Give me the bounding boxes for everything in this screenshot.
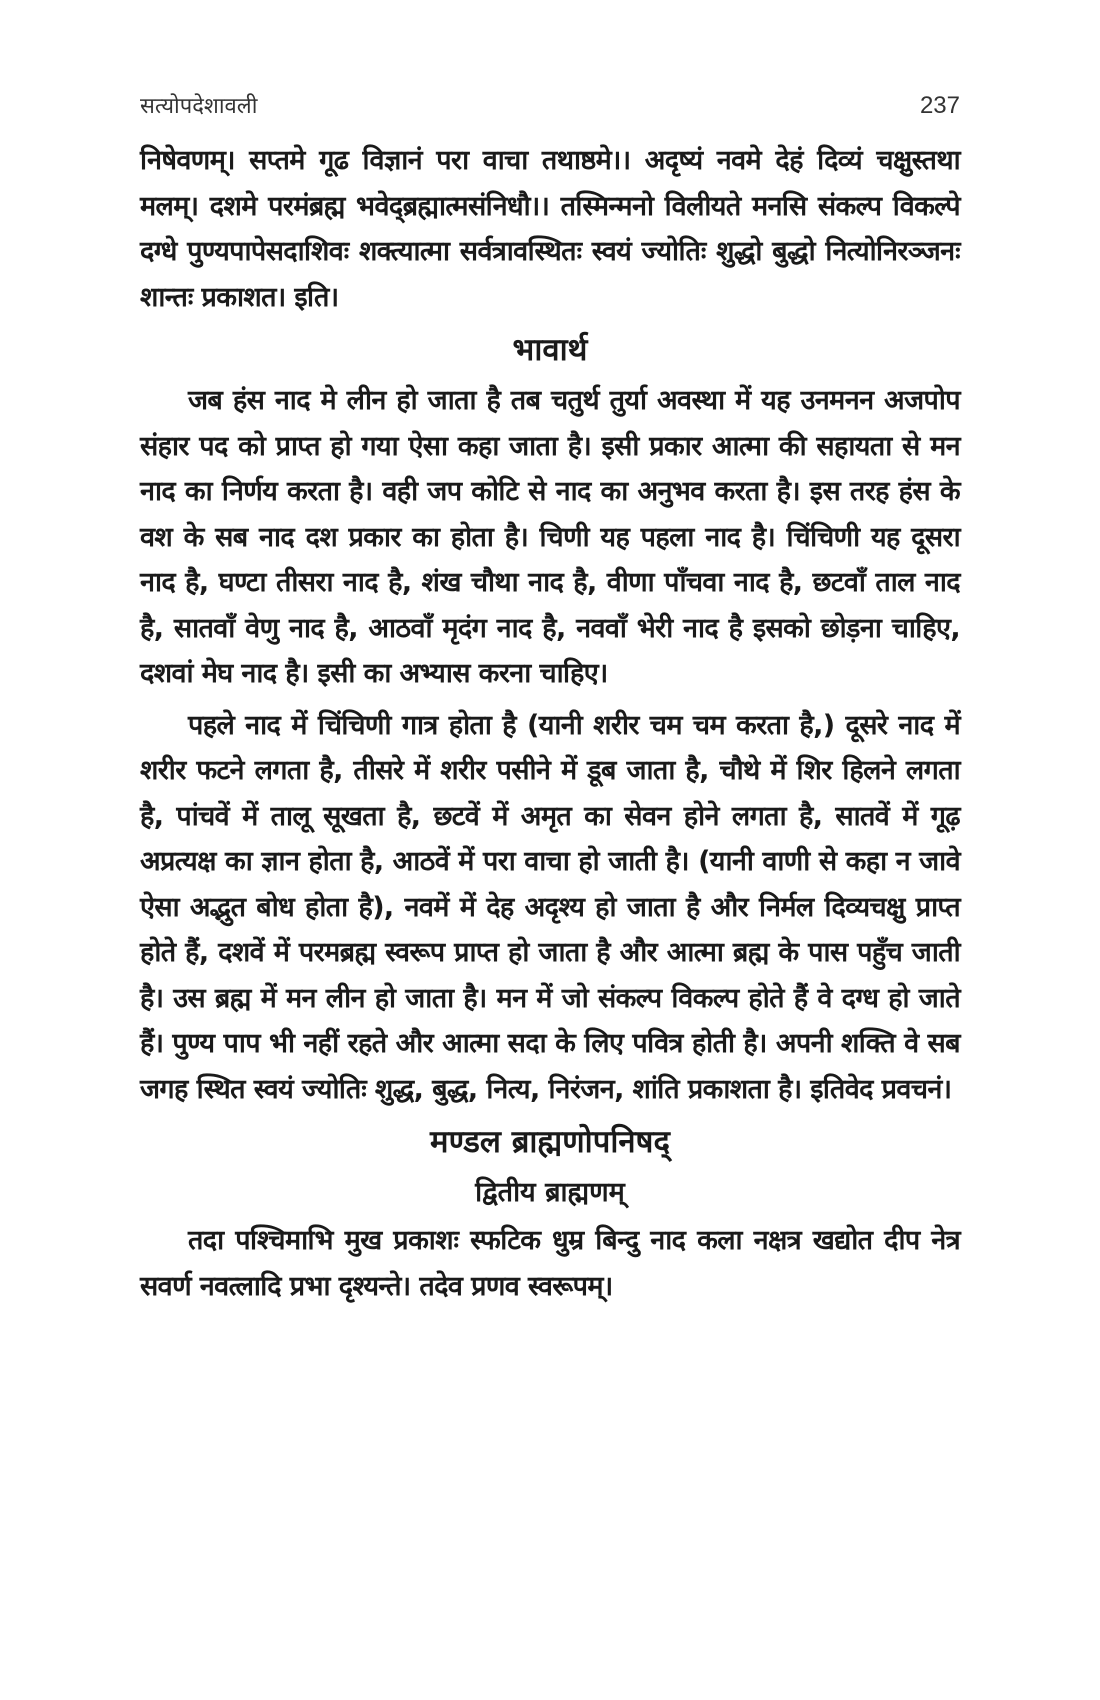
sanskrit-verse-continuation: निषेवणम्। सप्तमे गूढ विज्ञानं परा वाचा तथाष्ठमे।। अदृष्यं नवमे देहं दिव्यं चक्षुस्तथा मलम्। दशमे परमंब्रह्म भवेद्ब्रह्मात्मसंनिधौ।। तस्मिन्मनो विलीयते मनसि संकल्प विकल्पे दग्धे पुण्यपापेसदाशिवः शक्त्यात्मा सर्वत्रावस्थितः स्वयं ज्योतिः शुद्धो बुद्धो नित्योनिरञ्जनः शान्तः प्रकाशत। इति। (140, 145, 960, 313)
bhavarth-paragraph-2: पहले नाद में चिंचिणी गात्र होता है (यानी शरीर चम चम करता है,) दूसरे नाद में शरीर फटने लगता है, तीसरे में शरीर पसीने में डूब जाता है, चौथे में शिर हिलने लगता है, पांचवें में तालू सूखता है, छटवें में अमृत का सेवन होने लगता है, सातवें में गूढ़ अप्रत्यक्ष का ज्ञान होता है, आठवें में परा वाचा हो जाती है। (यानी वाणी से कहा न जावे ऐसा अद्भुत बोध होता है), नवमें में देह अदृश्य हो जाता है और निर्मल दिव्यचक्षु प्राप्त होते हैं, दशवें में परमब्रह्म स्वरूप प्राप्त हो जाता है और आत्मा ब्रह्म के पास पहुँच जाती है। उस ब्रह्म में मन लीन हो जाता है। मन में जो संकल्प विकल्प होते हैं वे दग्ध हो जाते हैं। पुण्य पाप भी नहीं रहते और आत्मा सदा के लिए पवित्र होती है। अपनी शक्ति वे सब जगह स्थित स्वयं ज्योतिः शुद्ध, बुद्ध, नित्य, निरंजन, शांति प्रकाशता है। इतिवेद प्रवचनं। (140, 709, 960, 1105)
running-header (140, 90, 960, 130)
section-subheading: द्वितीय ब्राह्मणम् (475, 1177, 625, 1208)
book-title: सत्योपदेशावली (140, 94, 258, 119)
bhavarth-paragraph-1: जब हंस नाद मे लीन हो जाता है तब चतुर्थ तुर्या अवस्था में यह उनमनन अजपोप संहार पद को प्राप्त हो गया ऐसा कहा जाता है। इसी प्रकार आत्मा की सहायता से मन नाद का निर्णय करता है। वही जप कोटि से नाद का अनुभव करता है। इस तरह हंस के वश के सब नाद दश प्रकार का होता है। चिणी यह पहला नाद है। चिंचिणी यह दूसरा नाद है, घण्टा तीसरा नाद है, शंख चौथा नाद है, वीणा पाँचवा नाद है, छटवाँ ताल नाद है, सातवाँ वेणु नाद है, आठवाँ मृदंग नाद है, नववाँ भेरी नाद है इसको छोड़ना चाहिए, दशवां मेघ नाद है। इसी का अभ्यास करना चाहिए। (140, 385, 960, 689)
page-number: 237 (919, 92, 960, 119)
book-page (140, 90, 960, 1309)
bhavarth-heading: भावार्थ (512, 332, 588, 368)
section-heading: मण्डल ब्राह्मणोपनिषद् (430, 1124, 670, 1160)
section-paragraph: तदा पश्चिमाभि मुख प्रकाशः स्फटिक धुम्र बिन्दु नाद कला नक्षत्र खद्योत दीप नेत्र सवर्ण नवत्लादि प्रभा दृश्यन्ते। तदेव प्रणव स्वरूपम्। (140, 1225, 960, 1302)
